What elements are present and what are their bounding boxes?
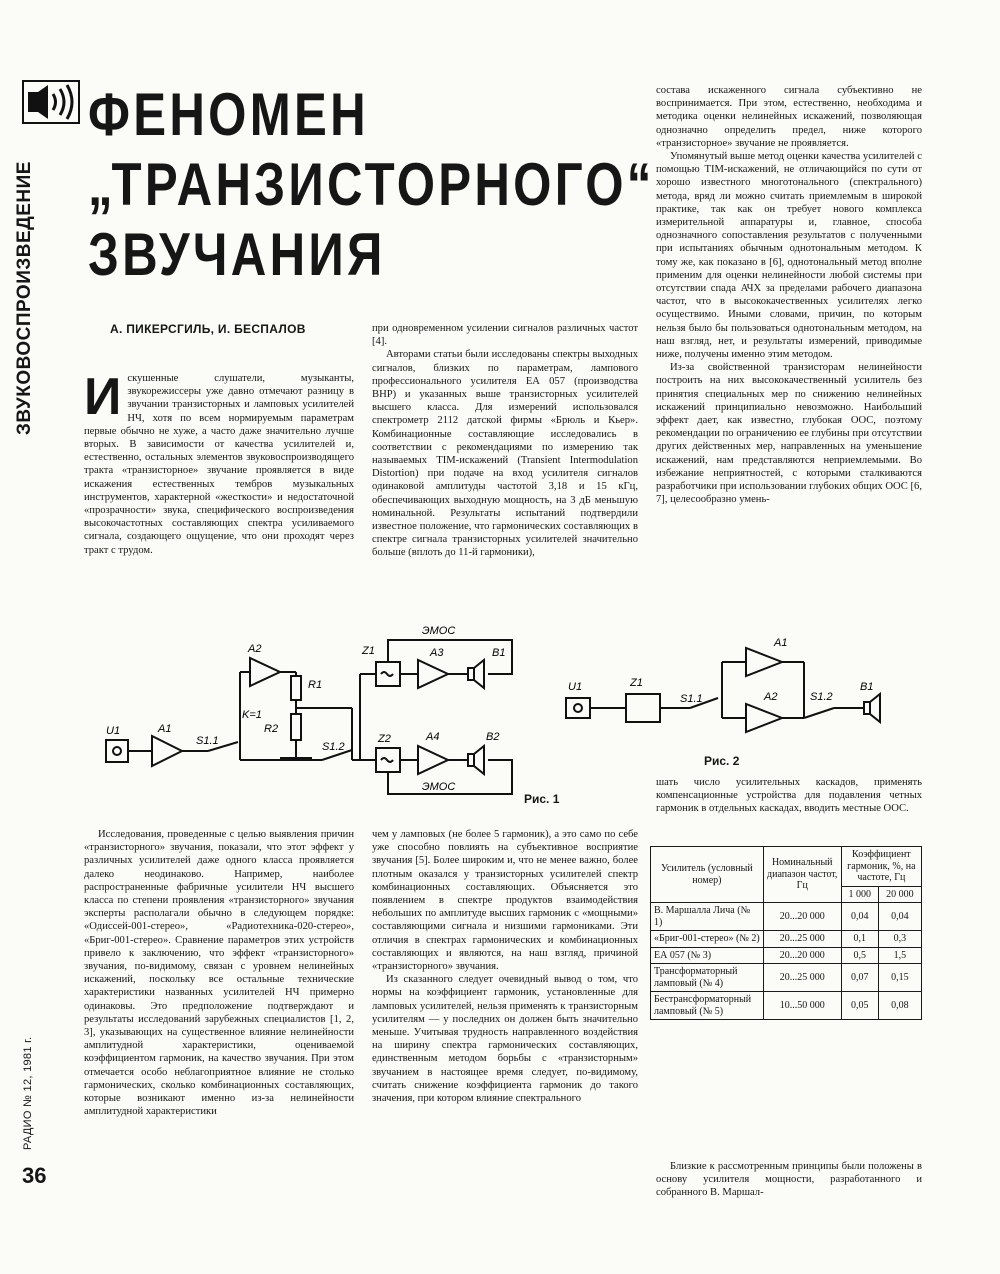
column-3-top xyxy=(656,84,922,608)
cell-range: 20...20 000 xyxy=(763,947,841,964)
cell-name: Бестрансформаторный ламповый (№ 5) xyxy=(651,992,764,1020)
paragraph: Авторами статьи были исследованы спектры выходных сигналов, близких по параметрам, лампового профессионального усилителя ЕА 057 (производства ВНР) и указанных выше транзисторных усилителей высшего класса. Для измерений использовался спектрометр 2112 датской фирмы «Брюль и Кьер». Комбинационные составляющие исследовались в соответствии с рекомендациями по измерению так называемых TIM-искажений (Transient Intermodulation Distortion) при подаче на вход усилителя сигналов одинаковой амплитуды частотой 3,18 и 15 кГц, обеспечивающих выходную мощность, на 3 дБ меньшую номинальной. Результаты испытаний подтвердили известное положение, что гармонических составляющих в спектре сигнала транзисторных усилителей значительно больше (вплоть до 11-й гармоники), xyxy=(372,349,638,559)
figure-1-schematic xyxy=(100,622,560,812)
label-a4: A4 xyxy=(426,731,440,743)
column-2-bottom xyxy=(372,828,638,1188)
cell-name: «Бриг-001-стерео» (№ 2) xyxy=(651,931,764,948)
label-u1: U1 xyxy=(106,725,121,737)
label-s11: S1.1 xyxy=(680,693,703,705)
paragraph: Упомянутый выше метод оценки качества усилителей с помощью TIM-искажений, не отличающийся по сути от хорошо известного многотонального (спектрального) метода, вряд ли можно считать приемлемым в широкой практике, так как он требует нового комплекса измерительной аппаратуры и, главное, способа однозначного сопоставления результатов с полученными при испытаниях обычным однотональным методом. К тому же, как показано в [6], однотональный метод вполне применим для оценки нелинейности любой системы при отсутствии спада АЧХ за пределами рабочего диапазона частот, что в высококачественных усилителях легко осуществимо. Иными словами, причин, по которым нельзя было бы пользоваться однотональным методом, на наш взгляд, нет, и результаты измерений, приводимые ниже, получены именно этим методом. xyxy=(656,151,922,361)
title-line-3: ЗВУЧАНИЯ xyxy=(88,221,386,288)
amp-a2-triangle xyxy=(746,704,782,732)
column-3-mid xyxy=(656,776,922,836)
intro-text: скушенные слушатели, музыканты, звукорежиссеры уже давно отмечают разницу в звучании транзисторных и ламповых усилителей НЧ, хотя по всем нормируемым параметрам первые обычно не хуже, а часто даже значительно лучше вторых. В зависимости от качества усилителей и, естественно, остальных элементов звуковоспроизводящего тракта «транзисторное» звучание проявляется в виде искажения естественных тембров музыкальных инструментов, характерной «жесткости» и недостаточной «прозрачности» звука, специфического воспроизведения высокочастотных составляющих спектра усиливаемого сигнала, создающего ощущение, что они проходят через тракт с трудом. xyxy=(84,373,354,556)
cell-name: ЕА 057 (№ 3) xyxy=(651,947,764,964)
cell-v2: 0,04 xyxy=(878,903,921,931)
label-r2: R2 xyxy=(264,723,279,735)
speaker-logo-icon xyxy=(22,80,80,124)
header-range: Номинальный диапазон частот, Гц xyxy=(763,847,841,903)
label-a1: A1 xyxy=(158,723,172,735)
table-row xyxy=(651,964,922,992)
label-a1: A1 xyxy=(774,637,788,649)
amp-a2-triangle xyxy=(250,658,280,686)
header-coef: Коэффициент гармоник, %, на частоте, Гц xyxy=(841,847,921,887)
amp-a1-triangle xyxy=(152,736,182,766)
authors: А. ПИКЕРСГИЛЬ, И. БЕСПАЛОВ xyxy=(110,322,306,336)
issue-footer: РАДИО № 12, 1981 г. xyxy=(22,1036,34,1150)
paragraph: Из сказанного следует очевидный вывод о том, что нормы на коэффициент гармоник, установленные для ламповых усилителей, нельзя применять к транзисторным усилителям — у последних он должен быть значительно меньше. Учитывая трудность направленного воздействия на ширину спектра гармонических составляющих, единственным методом борьбы с «транзисторным» звучанием в настоящее время следует, по-видимому, считать снижение коэффициента гармоник до такого значения, при котором влияние спектрального xyxy=(372,974,638,1105)
cell-v1: 0,5 xyxy=(841,947,878,964)
cell-v1: 0,1 xyxy=(841,931,878,948)
label-b2: B2 xyxy=(486,731,500,743)
cell-range: 20...25 000 xyxy=(763,931,841,948)
header-amp: Усилитель (условный номер) xyxy=(651,847,764,903)
label-emos-1: ЭМОС xyxy=(422,625,456,637)
cell-v2: 0,15 xyxy=(878,964,921,992)
label-s12: S1.2 xyxy=(810,691,833,703)
paragraph: Из-за свойственной транзисторам нелинейности построить на них высококачественный усилитель без принятия специальных мер по снижению нелинейных искажений принципиально невозможно. Наибольший эффект дает, как известно, глубокая ООС, поэтому рекомендации по ограничению ее глубины при отсутствии других действенных мер, направленных на уменьшение искажений, нам представляются неприемлемыми. Во избежание неприятностей, с которыми сталкиваются разработчики при использовании глубоких общих ООС [6, 7], целесообразно умень- xyxy=(656,362,922,506)
amp-a1-triangle xyxy=(746,648,782,676)
cell-range: 20...25 000 xyxy=(763,964,841,992)
title-line-2: „ТРАНЗИСТОРНОГО“ xyxy=(88,151,655,218)
figure-1-caption: Рис. 1 xyxy=(524,792,560,806)
label-z2: Z2 xyxy=(378,733,391,745)
table-row xyxy=(651,992,922,1020)
filter-z1 xyxy=(626,694,660,722)
amp-a4-triangle xyxy=(418,746,448,774)
label-a3: A3 xyxy=(430,647,444,659)
source-u1-block xyxy=(106,740,128,762)
cell-name: Трансформаторный ламповый (№ 4) xyxy=(651,964,764,992)
figure-2-schematic xyxy=(560,634,900,754)
cell-v1: 0,07 xyxy=(841,964,878,992)
label-a2: A2 xyxy=(764,691,778,703)
source-u1-block xyxy=(566,698,590,718)
intro-column xyxy=(84,372,354,608)
label-a2: A2 xyxy=(248,643,262,655)
label-z1: Z1 xyxy=(630,677,643,689)
cell-v2: 0,3 xyxy=(878,931,921,948)
column-1-bottom xyxy=(84,828,354,1188)
label-z1: Z1 xyxy=(362,645,375,657)
title-line-1: ФЕНОМЕН xyxy=(88,81,369,148)
table-row xyxy=(651,903,922,931)
dropcap: И xyxy=(84,372,122,426)
label-b1: B1 xyxy=(860,681,874,693)
cell-range: 20...20 000 xyxy=(763,903,841,931)
label-b1: B1 xyxy=(492,647,506,659)
cell-v2: 1,5 xyxy=(878,947,921,964)
page-number: 36 xyxy=(22,1163,47,1188)
harmonics-table xyxy=(650,846,922,1020)
label-r1: R1 xyxy=(308,679,323,691)
cell-v1: 0,05 xyxy=(841,992,878,1020)
paragraph: при одновременном усилении сигналов различных частот [4]. xyxy=(372,323,638,348)
label-k: K=1 xyxy=(242,709,262,721)
header-f1: 1 000 xyxy=(841,886,878,903)
label-s11: S1.1 xyxy=(196,735,219,747)
paragraph: состава искаженного сигнала субъективно не воспринимается. При этом, естественно, необходима и методика оценки нелинейных искажений, позволяющая однозначно определить предел, ниже которого «транзисторное» звучание не проявляется. xyxy=(656,85,922,149)
header-f2: 20 000 xyxy=(878,886,921,903)
resistor-r2 xyxy=(291,714,301,740)
section-label: ЗВУКОВОСПРОИЗВЕДЕНИЕ xyxy=(14,161,35,435)
cell-v2: 0,08 xyxy=(878,992,921,1020)
figure-2-caption: Рис. 2 xyxy=(704,754,740,768)
cell-v1: 0,04 xyxy=(841,903,878,931)
label-emos-2: ЭМОС xyxy=(422,781,456,793)
table-row xyxy=(651,947,922,964)
paragraph: Исследования, проведенные с целью выявления причин «транзисторного» звучания, показали, что этот эффект у различных усилителей даже одного класса проявляется далеко неодинаково. Например, наиболее распространенные фабричные усилители НЧ высшего класса по степени проявления «транзисторного» звучания эксперты располагали обычно в следующем порядке: «Одиссей-001-стерео», «Радиотехника-020-стерео», «Бриг-001-стерео». Сравнение параметров этих устройств привело к заключению, что эффект «транзисторного» звучания, по-видимому, связан с уровнем нелинейных искажений, поскольку все остальные технические характеристики названных усилителей НЧ примерно одинаковы. Это предположение подтверждают и результаты исследований зарубежных специалистов [1, 2, 3], указывающих на существенное влияние нелинейности амплитудной характеристики, оцениваемой коэффициентом гармоник, на качество звучания. При этом отмечается особо неблагоприятное влияние не столько гармонических, сколько комбинационных составляющих, которые возникают именно из-за нелинейности амплитудной характеристики xyxy=(84,829,354,1118)
paragraph: шать число усилительных каскадов, применять компенсационные устройства для подавления четных гармоник в отдельных каскадах, вводить местные ООС. xyxy=(656,777,922,815)
table-row xyxy=(651,931,922,948)
column-2-top xyxy=(372,322,638,608)
resistor-r1 xyxy=(291,676,301,700)
paragraph: Близкие к рассмотренным принципы были положены в основу усилителя мощности, разработанного и собранного В. Маршал- xyxy=(656,1161,922,1199)
amp-a3-triangle xyxy=(418,660,448,688)
cell-name: В. Маршалла Лича (№ 1) xyxy=(651,903,764,931)
paragraph: чем у ламповых (не более 5 гармоник), а это само по себе уже способно повлиять на субъективное восприятие звучания [5]. Более широким и, что не менее важно, более плотным оказался у транзисторных усилителей спектр комбинационных составляющих. Объясняется это появлением в спектре продуктов взаимодействия небольших по амплитуде высших гармоник с «мощными» составляющими сигнала и низшими гармониками. Эти отличия в спектрах гармонических и комбинационных составляющих и являются, на наш взгляд, причиной «транзисторного» звучания. xyxy=(372,829,638,973)
cell-range: 10...50 000 xyxy=(763,992,841,1020)
label-u1: U1 xyxy=(568,681,583,693)
label-s12: S1.2 xyxy=(322,741,345,753)
column-3-bottom xyxy=(656,1160,922,1208)
